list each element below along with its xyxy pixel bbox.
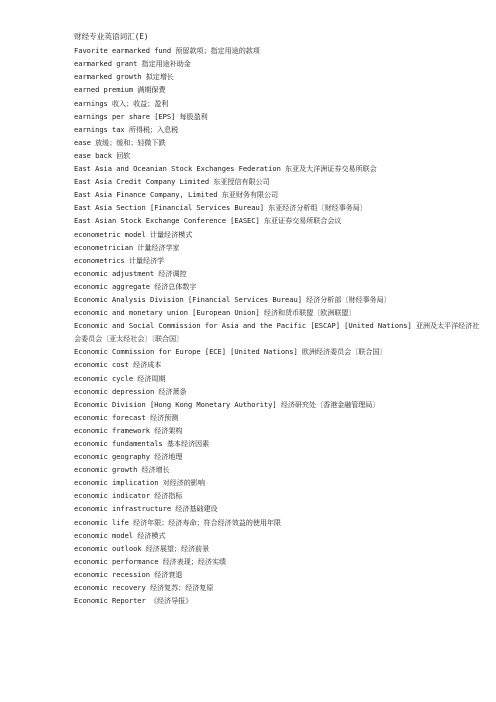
glossary-list bbox=[74, 44, 484, 607]
glossary-entry: ease back 回软 bbox=[74, 150, 131, 160]
glossary-entry: economic framework 经济架构 bbox=[74, 425, 183, 435]
glossary-entry: Economic Commission for Europe [ECE] [United Nations] 欧洲经济委员会〔联合国〕 bbox=[74, 347, 387, 357]
glossary-entry: East Asia and Oceanian Stock Exchanges Federation 东亚及大洋洲证券交易所联会 bbox=[74, 164, 377, 174]
glossary-entry: economic depression 经济萧条 bbox=[74, 386, 187, 396]
glossary-entry: ease 放缓；缓和；轻微下跌 bbox=[74, 137, 166, 147]
glossary-entry: East Asia Finance Company, Limited 东亚财务有限公司 bbox=[74, 190, 279, 200]
glossary-entry: economic indicator 经济指标 bbox=[74, 491, 183, 501]
glossary-entry: economic cost 经济成本 bbox=[74, 360, 162, 370]
glossary-entry: earnings 收入；收益；盈利 bbox=[74, 98, 169, 108]
glossary-entry: earmarked grant 指定用途补助金 bbox=[74, 59, 191, 69]
glossary-entry: earmarked growth 拟定增长 bbox=[74, 72, 174, 82]
glossary-entry: economic geography 经济地理 bbox=[74, 452, 183, 462]
glossary-entry: economic life 经济年限；经济寿命；符合经济效益的使用年限 bbox=[74, 517, 282, 527]
glossary-entry: East Asian Stock Exchange Conference [EASEC] 东亚证券交易所联合会议 bbox=[74, 216, 342, 226]
glossary-entry: economic recession 经济衰退 bbox=[74, 569, 183, 579]
glossary-entry: economic forecast 经济预测 bbox=[74, 412, 179, 422]
glossary-entry: econometrics 计量经济学 bbox=[74, 255, 165, 265]
document-title: 财经专业英语词汇(E) bbox=[74, 32, 149, 41]
glossary-entry: East Asia Section [Financial Services Bureau] 东亚经济分析组〔财经事务局〕 bbox=[74, 203, 367, 213]
glossary-entry: economic implication 对经济的影响 bbox=[74, 478, 205, 488]
glossary-entry: East Asia Credit Company Limited 东亚授信有限公司 bbox=[74, 177, 270, 187]
glossary-entry: Economic Analysis Division [Financial Services Bureau] 经济分析部〔财经事务局〕 bbox=[74, 294, 391, 304]
glossary-entry: Favorite earmarked fund 预留款项；指定用途的款项 bbox=[74, 46, 260, 56]
glossary-entry: economic infrastructure 经济基础建设 bbox=[74, 504, 218, 514]
glossary-entry: economic model 经济模式 bbox=[74, 530, 166, 540]
glossary-entry: econometric model 计量经济模式 bbox=[74, 229, 193, 239]
glossary-entry: economic and monetary union [European Union] 经济和货币联盟〔欧洲联盟〕 bbox=[74, 308, 356, 318]
glossary-entry: earnings per share [EPS] 每股盈利 bbox=[74, 111, 208, 121]
glossary-entry: Economic Reporter 《经济导报》 bbox=[74, 596, 193, 606]
glossary-entry: Economic Division [Hong Kong Monetary Authority] 经济研究处〔香港金融管理局〕 bbox=[74, 399, 380, 409]
glossary-entry: economic growth 经济增长 bbox=[74, 465, 170, 475]
glossary-entry: economic fundamentals 基本经济因素 bbox=[74, 439, 210, 448]
glossary-entry: economic cycle 经济周期 bbox=[74, 373, 166, 383]
glossary-entry: economic adjustment 经济调控 bbox=[74, 268, 187, 278]
document-page bbox=[74, 30, 484, 607]
glossary-entry: economic performance 经济表现；经济实绩 bbox=[74, 556, 227, 566]
glossary-entry: earnings tax 所得税；入息税 bbox=[74, 124, 179, 134]
glossary-entry: earned premium 满期保费 bbox=[74, 85, 166, 95]
glossary-entry: economic recovery 经济复苏；经济复原 bbox=[74, 583, 214, 593]
glossary-entry: Economic and Social Commission for Asia and the Pacific [ESCAP] [United Nations] 亚洲及太平洋经济社会委员会〔亚太经社会〕〔联合国〕 bbox=[74, 321, 480, 344]
glossary-entry: econometrician 计量经济学家 bbox=[74, 242, 180, 252]
glossary-entry: economic aggregate 经济总体数字 bbox=[74, 281, 197, 291]
glossary-entry: economic outlook 经济展望；经济前景 bbox=[74, 543, 210, 553]
